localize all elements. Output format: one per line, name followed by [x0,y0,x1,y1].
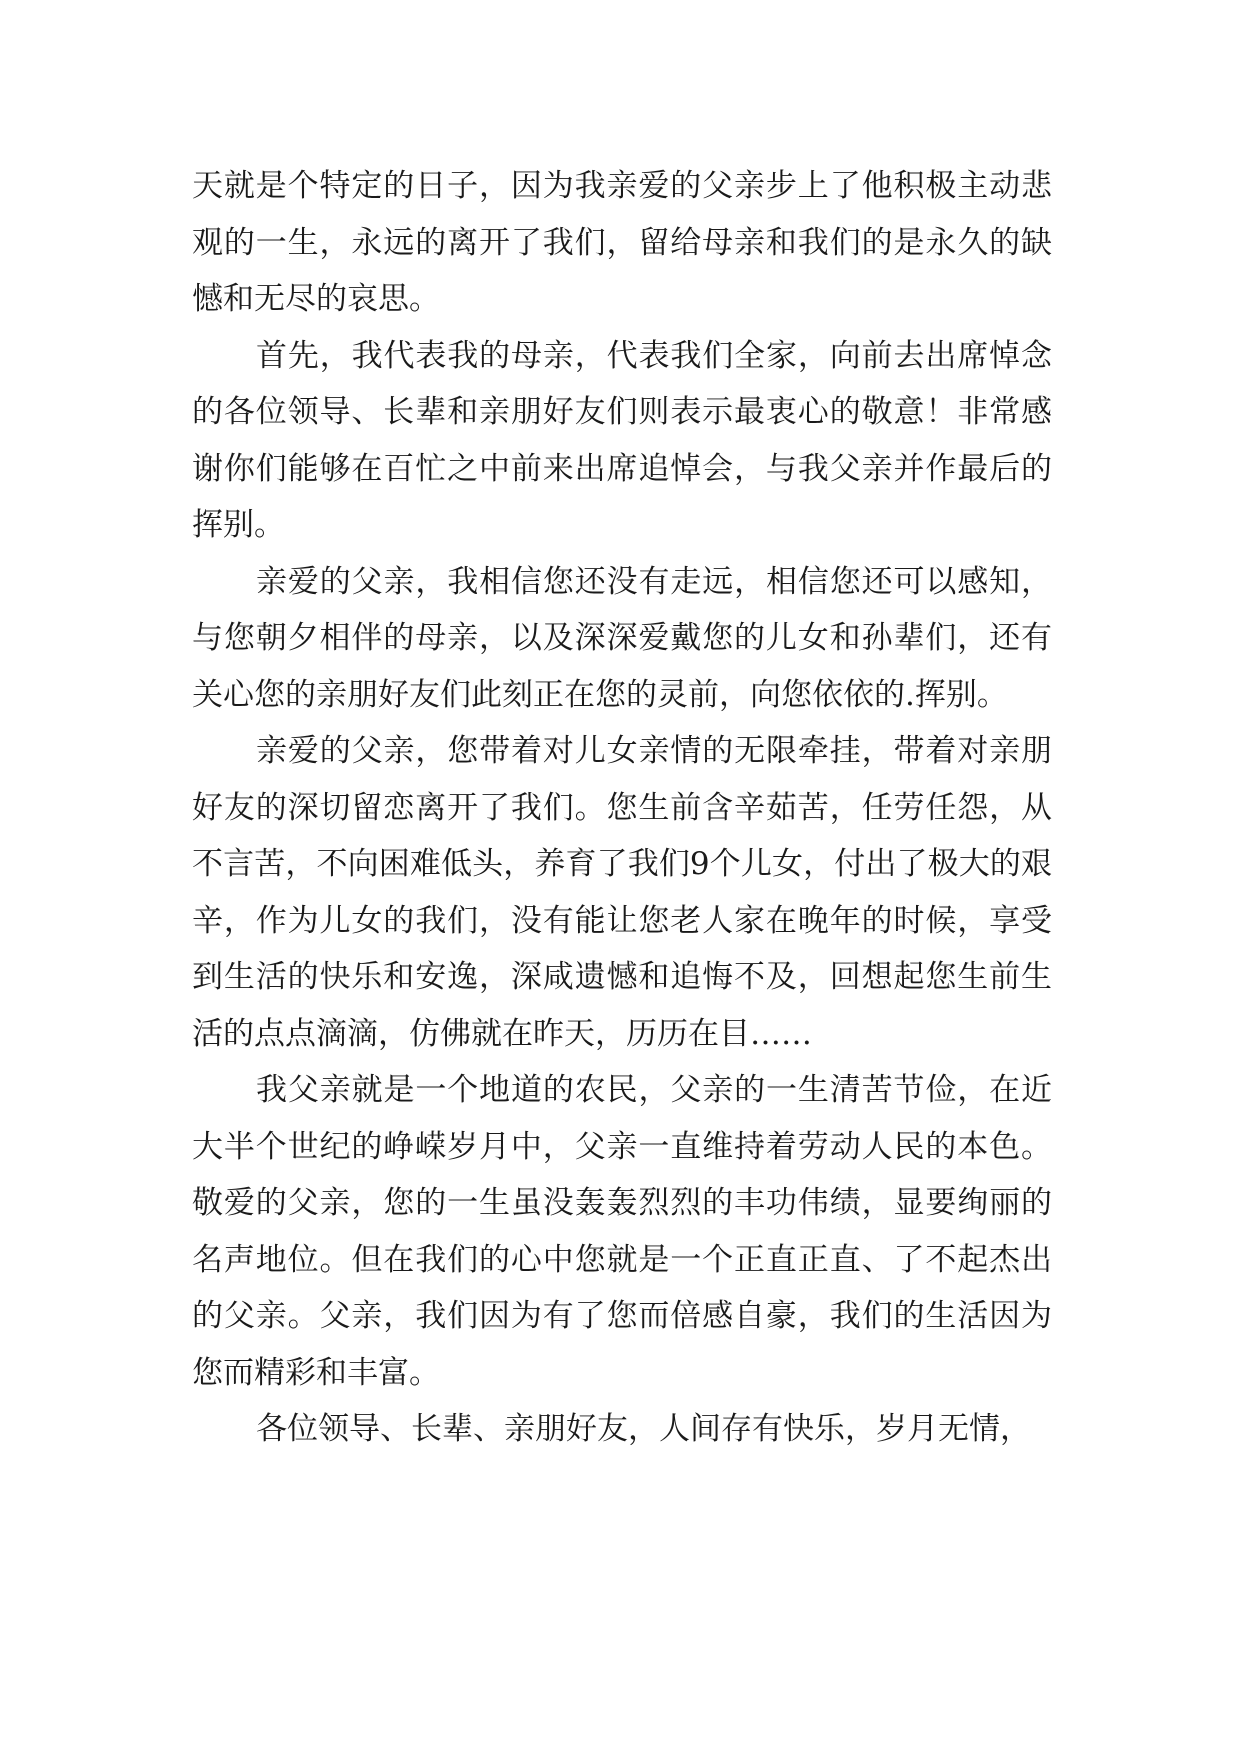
paragraph-continuation: 天就是个特定的日子，因为我亲爱的父亲步上了他积极主动悲观的一生，永远的离开了我们，留给母亲和我们的是永久的缺憾和无尽的哀思。 [192,168,1052,317]
paragraph: 我父亲就是一个地道的农民，父亲的一生清苦节俭，在近大半个世纪的峥嵘岁月中，父亲一直维持着劳动人民的本色。敬爱的父亲，您的一生虽没轰轰烈烈的丰功伟绩，显要绚丽的名声地位。但在我们的心中您就是一个正直正直、了不起杰出的父亲。父亲，我们因为有了您而倍感自豪，我们的生活因为您而精彩和丰富。 [192,1072,1052,1391]
paragraph: 亲爱的父亲，我相信您还没有走远，相信您还可以感知，与您朝夕相伴的母亲，以及深深爱戴您的儿女和孙辈们，还有关心您的亲朋好友们此刻正在您的灵前，向您依依的.挥别。 [192,563,1052,713]
paragraph: 各位领导、长辈、亲朋好友，人间存有快乐，岁月无情， [256,1411,1031,1447]
document-body [192,158,1052,1458]
paragraph: 亲爱的父亲，您带着对儿女亲情的无限牵挂，带着对亲朋好友的深切留恋离开了我们。您生前含辛茹苦，任劳任怨，从不言苦，不向困难低头，养育了我们9个儿女，付出了极大的艰辛，作为儿女的我们，没有能让您老人家在晚年的时候，享受到生活的快乐和安逸，深咸遗憾和追悔不及，回想起您生前生活的点点滴滴，仿佛就在昨天，历历在目…… [192,733,1052,1052]
paragraph: 首先，我代表我的母亲，代表我们全家，向前去出席悼念的各位领导、长辈和亲朋好友们则表示最衷心的敬意！非常感谢你们能够在百忙之中前来出席追悼会，与我父亲并作最后的挥别。 [192,337,1052,543]
